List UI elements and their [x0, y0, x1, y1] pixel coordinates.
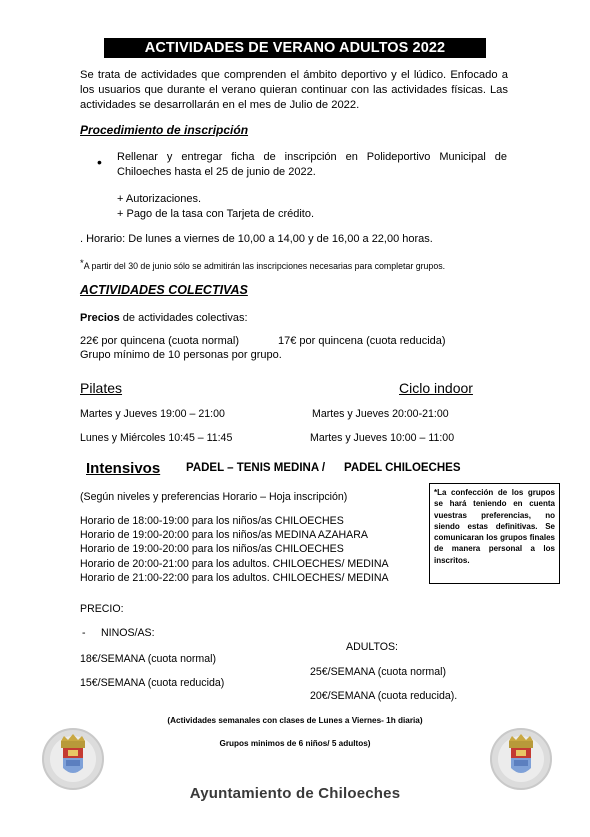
horario-item: Horario de 19:00-20:00 para los niños/as MEDINA AZAHARA — [80, 529, 368, 541]
note-star: * — [80, 258, 84, 269]
ciclo-line-2: Martes y Jueves 10:00 – 11:00 — [310, 432, 455, 444]
bullet-icon: • — [97, 154, 102, 170]
ciclo-heading: Ciclo indoor — [399, 380, 473, 396]
note-text: A partir del 30 de junio sólo se admitirán las inscripciones necesarias para completar grupos. — [83, 261, 446, 271]
intensivos-subtitle: (Según niveles y preferencias Horario – Hoja inscripción) — [80, 491, 348, 503]
inscripcion-bullet-text: Rellenar y entregar ficha de inscripción en Polideportivo Municipal de Chiloeches hasta el 25 de junio de 2022. — [117, 151, 507, 178]
footer-ayuntamiento: Ayuntamiento de Chiloeches — [189, 785, 401, 802]
horario-item: Horario de 19:00-20:00 para los niños/as CHILOECHES — [80, 543, 344, 555]
precios-line — [80, 312, 248, 324]
ninos-reducida: 15€/SEMANA (cuota reducida) — [80, 677, 225, 689]
requirement-pago: + Pago de la tasa con Tarjeta de crédito. — [117, 208, 315, 220]
precios-rest: de actividades colectivas: — [119, 312, 248, 324]
padel-medina: PADEL – TENIS MEDINA / — [186, 462, 326, 474]
coat-of-arms-left-icon — [42, 728, 104, 790]
pilates-line-2: Lunes y Miércoles 10:45 – 11:45 — [80, 432, 233, 444]
precio-reducida: 17€ por quincena (cuota reducida) — [278, 335, 446, 347]
inscripcion-note — [80, 256, 445, 274]
adultos-reducida: 20€/SEMANA (cuota reducida). — [310, 690, 458, 702]
intensivos-heading: Intensivos — [86, 460, 161, 477]
inscripcion-heading: Procedimiento de inscripción — [80, 123, 249, 137]
pilates-heading: Pilates — [80, 380, 123, 396]
intro-paragraph: Se trata de actividades que comprenden el ámbito deportivo y el lúdico. Enfocado a los usuarios que durante el verano quieran continuar con las actividades físicas. Las actividades se desarrollarán en el mes de Julio de 2022. — [80, 69, 508, 111]
adultos-normal: 25€/SEMANA (cuota normal) — [310, 666, 447, 678]
ninos-label: NINOS/AS: — [101, 627, 155, 639]
grupos-note-box: *La confección de los grupos se hará teniendo en cuenta vuestras preferencias, no siendo estas definitivas. Se comunicaran los grupos finales de manera personal a los inscritos. — [429, 483, 560, 584]
pilates-line-1: Martes y Jueves 19:00 – 21:00 — [80, 408, 225, 420]
requirement-autorizaciones: + Autorizaciones. — [117, 193, 202, 205]
grupo-minimo: Grupo mínimo de 10 personas por grupo. — [80, 349, 282, 361]
padel-chiloeches: PADEL CHILOECHES — [344, 462, 461, 474]
horario-line: . Horario: De lunes a viernes de 10,00 a 14,00 y de 16,00 a 22,00 horas. — [80, 233, 433, 245]
grupos-minimos-note: Grupos minimos de 6 niños/ 5 adultos) — [219, 739, 371, 748]
ninos-normal: 18€/SEMANA (cuota normal) — [80, 653, 217, 665]
horario-item: Horario de 18:00-19:00 para los niños/as CHILOECHES — [80, 515, 344, 527]
ciclo-line-1: Martes y Jueves 20:00-21:00 — [312, 408, 449, 420]
precio-heading: PRECIO: — [80, 603, 124, 615]
horario-item: Horario de 20:00-21:00 para los adultos. CHILOECHES/ MEDINA — [80, 558, 389, 570]
coat-of-arms-right-icon — [490, 728, 552, 790]
ninos-dash: - — [82, 627, 86, 639]
horario-item: Horario de 21:00-22:00 para los adultos. CHILOECHES/ MEDINA — [80, 572, 389, 584]
precios-bold: Precios — [80, 312, 120, 324]
precio-normal: 22€ por quincena (cuota normal) — [80, 335, 239, 347]
actividades-semanales-note: (Actividades semanales con clases de Lunes a Viernes- 1h diaria) — [167, 716, 423, 725]
page-title: ACTIVIDADES DE VERANO ADULTOS 2022 — [104, 38, 486, 58]
colectivas-heading: ACTIVIDADES COLECTIVAS — [80, 283, 248, 297]
adultos-label: ADULTOS: — [346, 641, 399, 653]
